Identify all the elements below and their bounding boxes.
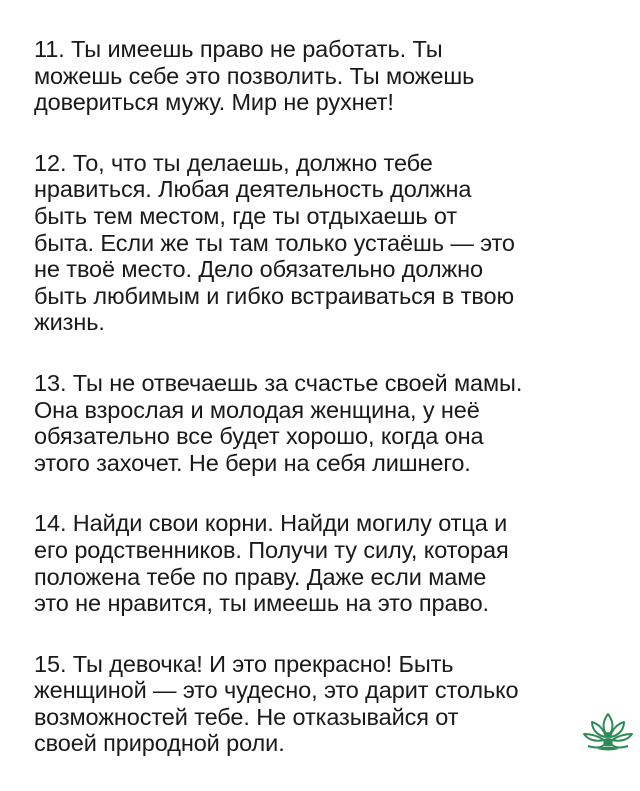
text-line: его родственников. Получи ту силу, которая: [34, 536, 509, 563]
paragraph-13: [34, 370, 614, 476]
document-page: [34, 36, 614, 791]
text-line: быта. Если же ты там только устаёшь — это: [34, 229, 515, 256]
text-line: 12. То, что ты делаешь, должно тебе: [34, 149, 433, 176]
text-line: 13. Ты не отвечаешь за счастье своей мамы.: [34, 369, 523, 396]
lotus-meditation-icon: [580, 708, 636, 764]
text-line: 11. Ты имеешь право не работать. Ты: [34, 36, 443, 62]
text-line: жизнь.: [34, 309, 105, 336]
text-line: можешь себе это позволить. Ты можешь: [34, 62, 475, 89]
text-line: обязательно все будет хорошо, когда она: [34, 423, 484, 450]
text-line: 15. Ты девочка! И это прекрасно! Быть: [34, 650, 454, 677]
paragraph-15: [34, 651, 614, 757]
text-line: не твоё место. Дело обязательно должно: [34, 256, 483, 283]
text-line: возможностей тебе. Не отказывайся от: [34, 703, 459, 730]
text-line: своей природной роли.: [34, 730, 285, 757]
text-line: женщиной — это чудесно, это дарит столько: [34, 677, 519, 704]
text-line: положена тебе по праву. Даже если маме: [34, 563, 487, 590]
text-line: довериться мужу. Мир не рухнет!: [34, 89, 394, 116]
paragraph-11: [34, 36, 614, 116]
text-line: быть тем местом, где ты отдыхаешь от: [34, 202, 458, 229]
paragraph-12: [34, 150, 614, 336]
paragraph-14: [34, 510, 614, 616]
text-line: это не нравится, ты имеешь на это право.: [34, 590, 489, 617]
text-line: 14. Найди свои корни. Найди могилу отца и: [34, 510, 508, 537]
text-line: Она взрослая и молодая женщина, у неё: [34, 396, 480, 423]
text-line: этого захочет. Не бери на себя лишнего.: [34, 449, 471, 476]
text-line: быть любимым и гибко встраиваться в твою: [34, 282, 514, 309]
text-line: нравиться. Любая деятельность должна: [34, 176, 472, 203]
